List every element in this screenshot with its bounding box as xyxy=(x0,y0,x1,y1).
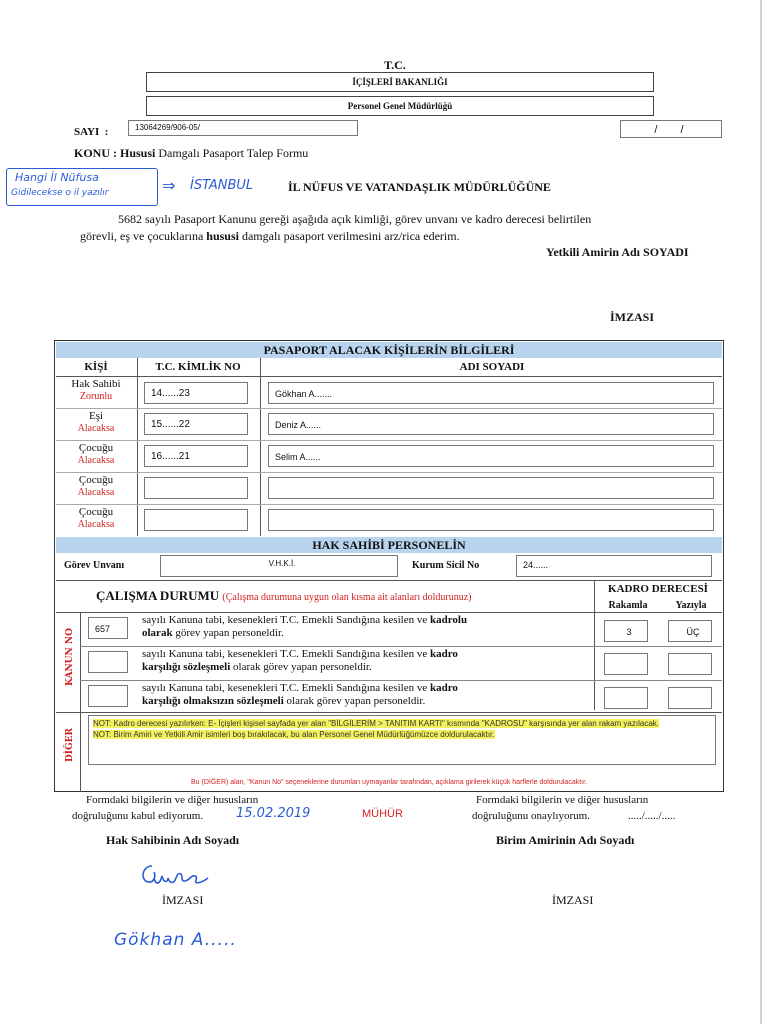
diger-divider xyxy=(56,712,722,713)
calisma-header-divider xyxy=(56,612,722,613)
name-field[interactable]: Gökhan A....... xyxy=(268,382,714,404)
left-confirm-1: Formdaki bilgilerin ve diğer hususların xyxy=(86,794,259,806)
diger-note-box[interactable] xyxy=(88,715,716,765)
yazi-field[interactable]: ÜÇ xyxy=(668,620,712,642)
left-title: Hak Sahibinin Adı Soyadı xyxy=(106,833,240,847)
kadro-col-divider xyxy=(594,580,595,710)
right-title: Birim Amirinin Adı Soyadı xyxy=(496,833,635,847)
right-confirm-1: Formdaki bilgilerin ve diğer hususların xyxy=(476,794,649,806)
col-divider-2 xyxy=(260,358,261,536)
tc-field[interactable]: 14......23 xyxy=(144,382,248,404)
header-divider xyxy=(56,376,722,377)
yazi-field[interactable] xyxy=(668,687,712,709)
sayi-label: SAYI : xyxy=(74,126,109,138)
tc-field[interactable] xyxy=(144,509,248,531)
diger-label: DİĞER xyxy=(65,727,75,763)
annotation-line-2: Gidilecekse o il yazılır xyxy=(11,188,109,198)
kanun-field[interactable] xyxy=(88,685,128,707)
col-divider-1 xyxy=(137,358,138,536)
name-field[interactable]: Selim A...... xyxy=(268,445,714,467)
personnel-title: HAK SAHİBİ PERSONELİN xyxy=(56,537,722,553)
row-role-label: Çocuğu Alacaksa xyxy=(77,442,115,466)
rakam-field[interactable] xyxy=(604,687,648,709)
sicil-label: Kurum Sicil No xyxy=(412,560,480,571)
seal-label: MÜHÜR xyxy=(362,808,403,820)
diger-footer: Bu (DİĞER) alan, "Kanun No" seçeneklerine durumları uymayanlar tarafından, açıklama girilerek küçük harflerle doldurulacaktır. xyxy=(191,779,587,786)
name-field[interactable] xyxy=(268,477,714,499)
authority-sign: İMZASI xyxy=(610,310,655,324)
left-date-handwritten: 15.02.2019 xyxy=(236,806,311,821)
rakam-field[interactable]: 3 xyxy=(604,620,648,642)
department-box: Personel Genel Müdürlüğü xyxy=(146,96,654,116)
left-confirm-2: doğruluğunu kabul ediyorum. xyxy=(72,810,204,822)
gorev-label: Görev Unvanı xyxy=(64,560,125,571)
row-divider xyxy=(56,408,722,409)
col-kisi: KİŞİ xyxy=(84,361,108,373)
name-field[interactable] xyxy=(268,509,714,531)
diger-note-1: NOT: Kadro derecesi yazılırken: E- İçişleri kişisel sayfada yer alan "BİLGİLERİM > TANITIM KARTI" kısmında "KADROSU" karşısında yer alan rakam yazılacak. xyxy=(93,719,659,728)
sicil-field[interactable]: 24...... xyxy=(516,555,712,577)
kadro-title: KADRO DERECESİ xyxy=(608,583,708,595)
sayi-field[interactable]: 13064269/906-05/ xyxy=(128,120,358,136)
body-text-2: görevli, eş ve çocuklarına hususi damgalı pasaport verilmesini arz/rica ederim. xyxy=(80,229,460,243)
tc-field[interactable]: 15......22 xyxy=(144,413,248,435)
kanun-field[interactable] xyxy=(88,651,128,673)
right-confirm-2: doğruluğunu onaylıyorum. xyxy=(472,810,590,822)
address-line: İL NÜFUS VE VATANDAŞLIK MÜDÜRLÜĞÜNE xyxy=(288,180,551,194)
row-divider xyxy=(80,646,722,647)
calisma-text: sayılı Kanuna tabi, kesenekleri T.C. Emekli Sandığına kesilen ve kadro karşılığı sözleşmeli olarak görev yapan personeldir. xyxy=(142,648,458,673)
gorev-field[interactable]: V.H.K.İ. xyxy=(160,555,398,577)
page-edge xyxy=(760,0,762,1024)
authority-name: Yetkili Amirin Adı SOYADI xyxy=(546,245,689,259)
tc-field[interactable]: 16......21 xyxy=(144,445,248,467)
signature-scribble xyxy=(138,858,218,892)
header-tc: T.C. xyxy=(384,58,406,72)
kanun-no-label: KANUN NO xyxy=(65,628,75,686)
handwritten-name: Gökhan A..... xyxy=(114,930,237,950)
right-date: ...../...../..... xyxy=(628,810,676,822)
diger-note-2: NOT: Birim Amiri ve Yetkili Amir isimleri boş bırakılacak, bu alan Personel Genel Müdürlüğümüzce doldurulacaktır. xyxy=(93,730,495,739)
rakam-field[interactable] xyxy=(604,653,648,675)
section-divider xyxy=(56,580,722,581)
body-text-1: 5682 sayılı Pasaport Kanunu gereği aşağıda açık kimliği, görev unvanı ve kadro derecesi belirtilen xyxy=(118,212,592,226)
arrow-right-icon: ⇒ xyxy=(162,176,176,195)
ministry-box: İÇİŞLERİ BAKANLIĞI xyxy=(146,72,654,92)
row-role-label: Çocuğu Alacaksa xyxy=(77,506,115,530)
rakamla-label: Rakamla xyxy=(608,600,648,611)
left-sign-label: İMZASI xyxy=(162,893,204,907)
row-divider xyxy=(56,440,722,441)
row-divider xyxy=(56,472,722,473)
row-role-label: Eşi Alacaksa xyxy=(77,410,115,434)
tc-field[interactable] xyxy=(144,477,248,499)
yazi-field[interactable] xyxy=(668,653,712,675)
calisma-text: sayılı Kanuna tabi, kesenekleri T.C. Emekli Sandığına kesilen ve kadrolu olarak görev yapan personeldir. xyxy=(142,614,468,639)
row-role-label: Hak Sahibi Zorunlu xyxy=(71,378,121,402)
row-divider xyxy=(56,504,722,505)
yaziyla-label: Yazıyla xyxy=(675,600,707,611)
konu-line: KONU : Hususi Damgalı Pasaport Talep Formu xyxy=(74,146,309,160)
annotation-line-1: Hangi İl Nüfusa xyxy=(15,171,99,184)
col-tc: T.C. KİMLİK NO xyxy=(155,361,241,373)
kanun-field[interactable]: 657 xyxy=(88,617,128,639)
row-divider xyxy=(80,680,722,681)
annotation-box xyxy=(6,168,158,206)
table-title: PASAPORT ALACAK KİŞİLERİN BİLGİLERİ xyxy=(56,342,722,358)
right-sign-label: İMZASI xyxy=(552,893,594,907)
calisma-text: sayılı Kanuna tabi, kesenekleri T.C. Emekli Sandığına kesilen ve kadro karşılığı olmaksızın sözleşmeli olarak görev yapan personeldir. xyxy=(142,682,458,707)
col-ad: ADI SOYADI xyxy=(459,361,525,373)
row-role-label: Çocuğu Alacaksa xyxy=(77,474,115,498)
kanun-col-divider xyxy=(80,612,81,792)
date-field[interactable]: / / xyxy=(620,120,722,138)
city-handwritten: İSTANBUL xyxy=(190,178,254,193)
name-field[interactable]: Deniz A...... xyxy=(268,413,714,435)
calisma-title: ÇALIŞMA DURUMU (Çalışma durumuna uygun olan kısma ait alanları doldurunuz) xyxy=(96,588,472,603)
